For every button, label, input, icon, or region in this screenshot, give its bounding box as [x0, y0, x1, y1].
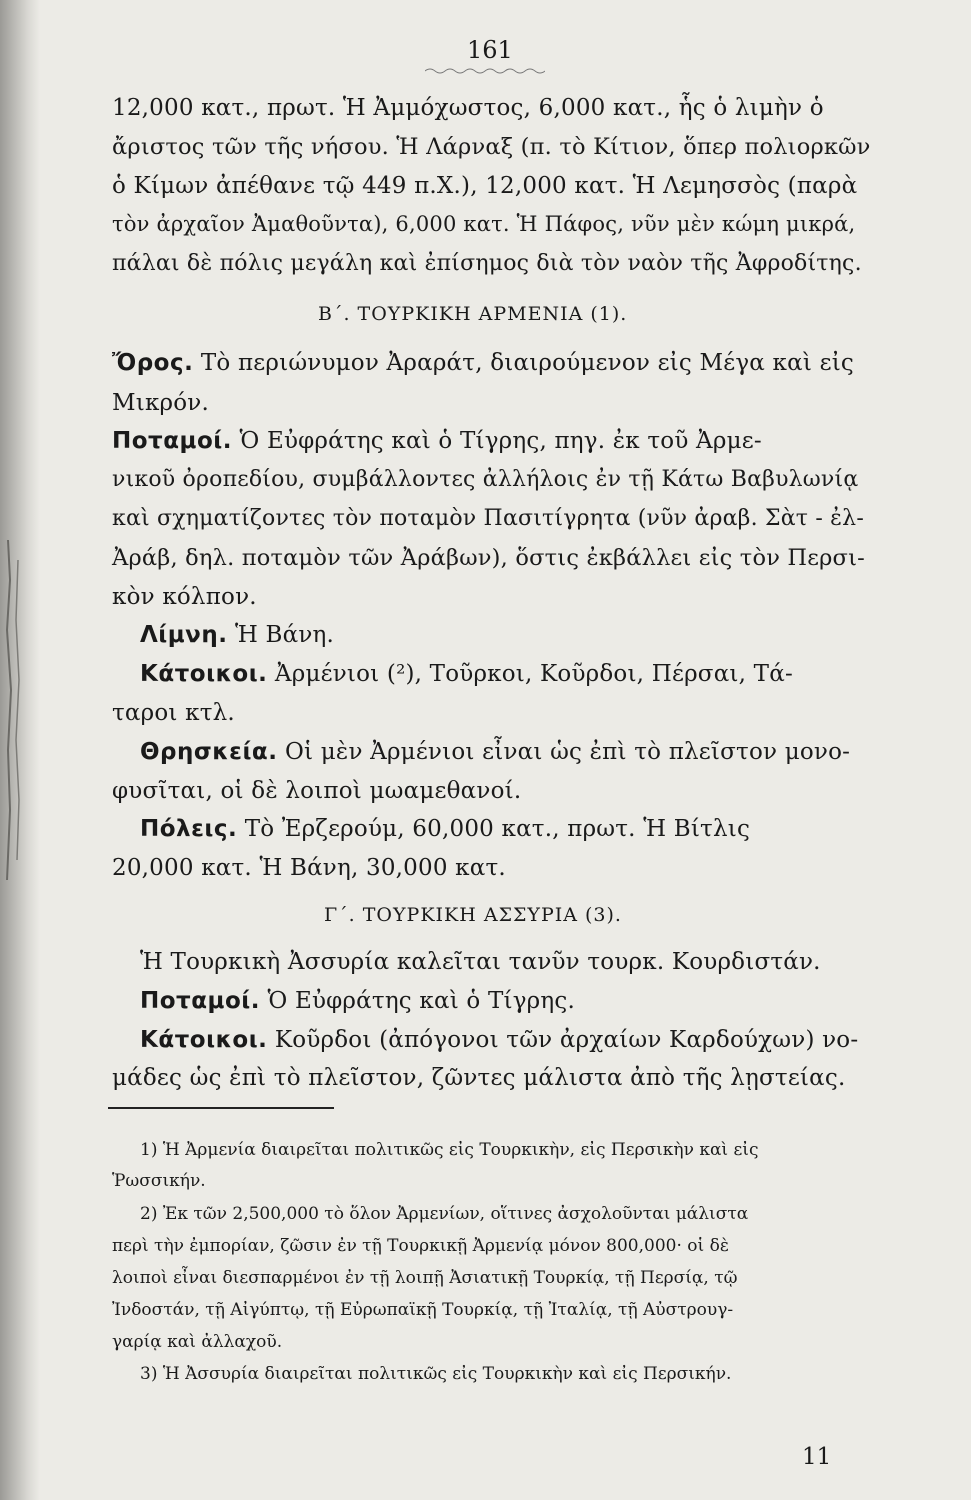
footnote-line: 1) Ἡ Ἀρμενία διαιρεῖται πολιτικῶς εἰς Τουρκικὴν, εἰς Περσικὴν καὶ εἰς [140, 1140, 759, 1160]
religion-line [140, 741, 850, 764]
cities-text: Τὸ Ἐρζερούμ, 60,000 κατ., πρωτ. Ἡ Βίτλις [244, 816, 751, 842]
page-number: 161 [467, 36, 513, 64]
footnote-line: περὶ τὴν ἐμπορίαν, ζῶσιν ἐν τῇ Τουρκικῇ Ἀρμενίᾳ μόνον 800,000· οἱ δὲ [112, 1236, 729, 1256]
cities-line [140, 818, 750, 841]
rivers-heading: Ποταμοί. [112, 428, 232, 454]
religion-line: φυσῖται, οἱ δὲ λοιποὶ μωαμεθανοί. [112, 778, 522, 804]
cyprus-text-line: ὁ Κίμων ἀπέθανε τῷ 449 π.Χ.), 12,000 κατ. Ἡ Λεμησσὸς (παρὰ [112, 173, 858, 199]
rivers-line: κὸν κόλπον. [112, 584, 257, 610]
footnote-line: Ῥωσσικήν. [112, 1171, 206, 1191]
cities-line: 20,000 κατ. Ἡ Βάνη, 30,000 κατ. [112, 855, 506, 881]
footnote-separator [108, 1107, 334, 1109]
mountains-line: Μικρόν. [112, 390, 210, 416]
cyprus-text-line: ἄριστος τῶν τῆς νήσου. Ἡ Λάρναξ (π. τὸ Κίτιον, ὅπερ πολιορκῶν [112, 134, 871, 160]
rivers-assyria-line [140, 990, 575, 1013]
mountains-line [112, 352, 854, 375]
footnote-line: 3) Ἡ Ἀσσυρία διαιρεῖται πολιτικῶς εἰς Τουρκικὴν καὶ εἰς Περσικήν. [140, 1364, 732, 1384]
signature-mark: 11 [802, 1444, 832, 1470]
rivers-text: Ὁ Εὐφράτης καὶ ὁ Τίγρης, πηγ. ἐκ τοῦ Ἀρμε- [239, 428, 762, 454]
footnote-line: γαρίᾳ καὶ ἀλλαχοῦ. [112, 1332, 283, 1352]
rivers-line: νικοῦ ὀροπεδίου, συμβάλλοντες ἀλλήλοις ἐν τῇ Κάτω Βαβυλωνίᾳ [112, 467, 859, 492]
rivers-assyria-heading: Ποταμοί. [140, 988, 260, 1014]
lake-line [140, 624, 334, 647]
religion-heading: Θρησκεία. [140, 739, 278, 765]
inhabitants-line [140, 663, 793, 686]
assyria-intro: Ἡ Τουρκικὴ Ἀσσυρία καλεῖται τανῦν τουρκ. Κουρδιστάν. [140, 949, 821, 975]
cities-heading: Πόλεις. [140, 816, 238, 842]
cyprus-text-line: 12,000 κατ., πρωτ. Ἡ Ἀμμόχωστος, 6,000 κατ., ἧς ὁ λιμὴν ὁ [112, 95, 824, 121]
section-heading-armenia: Β΄. ΤΟΥΡΚΙΚΗ ΑΡΜΕΝΙΑ (1). [318, 303, 628, 325]
religion-text: Οἱ μὲν Ἀρμένιοι εἶναι ὡς ἐπὶ τὸ πλεῖστον μονο- [284, 739, 851, 765]
cyprus-text-line: τὸν ἀρχαῖον Ἀμαθοῦντα), 6,000 κατ. Ἡ Πάφος, νῦν μὲν κώμη μικρά, [112, 212, 856, 236]
inhabitants-assyria-line [140, 1029, 858, 1052]
footnote-line: λοιποὶ εἶναι διεσπαρμένοι ἐν τῇ λοιπῇ Ἀσιατικῇ Τουρκίᾳ, τῇ Περσίᾳ, τῷ [112, 1268, 738, 1288]
inhabitants-heading: Κάτοικοι. [140, 661, 268, 687]
binding-stitch-marks [0, 540, 30, 880]
mountains-text: Τὸ περιώνυμον Ἀραράτ, διαιρούμενον εἰς Μέγα καὶ εἰς [200, 350, 854, 376]
rivers-line: Ἀράβ, δηλ. ποταμὸν τῶν Ἀράβων), ὅστις ἐκβάλλει εἰς τὸν Περσι- [112, 545, 865, 571]
inhabitants-assyria-heading: Κάτοικοι. [140, 1027, 268, 1053]
inhabitants-assyria-text: Κοῦρδοι (ἀπόγονοι τῶν ἀρχαίων Καρδούχων) νο- [274, 1027, 859, 1053]
rivers-line [112, 430, 762, 453]
cyprus-text-line: πάλαι δὲ πόλις μεγάλη καὶ ἐπίσημος διὰ τὸν ναὸν τῆς Ἀφροδίτης. [112, 251, 862, 276]
footnote-line: 2) Ἐκ τῶν 2,500,000 τὸ ὅλον Ἀρμενίων, οἵτινες ἀσχολοῦνται μάλιστα [140, 1204, 749, 1224]
inhabitants-text: Ἀρμένιοι (²), Τοῦρκοι, Κοῦρδοι, Πέρσαι, Τά- [274, 661, 793, 687]
mountains-heading: Ὄρος. [112, 350, 194, 376]
rivers-assyria-text: Ὁ Εὐφράτης καὶ ὁ Τίγρης. [267, 988, 575, 1014]
lake-heading: Λίμνη. [140, 622, 228, 648]
rivers-line: καὶ σχηματίζοντες τὸν ποταμὸν Πασιτίγρητα (νῦν ἀραβ. Σὰτ - ἐλ- [112, 506, 864, 531]
inhabitants-assyria-line: μάδες ὡς ἐπὶ τὸ πλεῖστον, ζῶντες μάλιστα ἀπὸ τῆς λῃστείας. [112, 1065, 846, 1091]
footnote-line: Ἰνδοστάν, τῇ Αἰγύπτῳ, τῇ Εὐρωπαϊκῇ Τουρκίᾳ, τῇ Ἰταλίᾳ, τῇ Αὐστρουγ- [112, 1300, 734, 1320]
page-number-ornament [425, 66, 545, 76]
section-heading-assyria: Γ΄. ΤΟΥΡΚΙΚΗ ΑΣΣΥΡΙΑ (3). [324, 904, 622, 926]
inhabitants-line: ταροι κτλ. [112, 700, 235, 726]
lake-text: Ἡ Βάνη. [234, 622, 335, 648]
